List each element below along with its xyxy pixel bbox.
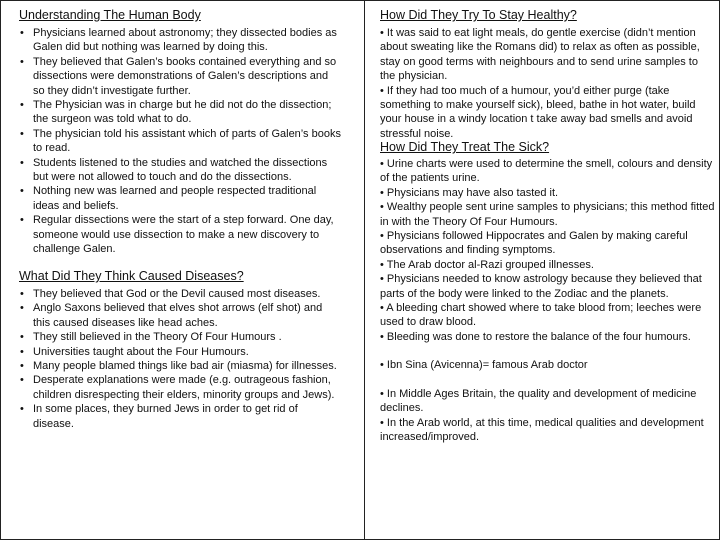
list-item: • The Arab doctor al-Razi grouped illnesses.	[380, 258, 594, 271]
list-item: • In the Arab world, at this time, medical qualities and development increased/improved.	[380, 416, 704, 444]
list-item: • Physicians needed to know astrology because they believed that parts of the body were linked to the Zodiac and the planets.	[380, 273, 702, 300]
list-item: • Urine charts were used to determine the smell, colours and density of the patients urine.	[380, 158, 713, 185]
heading-treating-sick: How Did They Treat The Sick?	[380, 140, 550, 154]
list-item: • The Physician was in charge but he did not do the dissection; the surgeon was told what to do.	[19, 98, 341, 127]
list-item: • They believed that Galen’s books contained everything and so dissections were demonstrations of Galen’s descriptions and so they didn’t investigate further.	[19, 55, 341, 98]
list-item: • If they had too much of a humour, you’d either purge (take something to make yourself sick), bleed, bathe in hot water, build your house in a windy location t take away bad smells and avoid stressful noise.	[380, 84, 696, 140]
list-item: • Physicians may have also tasted it.	[380, 186, 559, 199]
heading-staying-healthy: How Did They Try To Stay Healthy?	[380, 8, 577, 22]
list-item: • Physicians learned about astronomy; they dissected bodies as Galen did but nothing was learned by doing this.	[19, 26, 341, 55]
list-item: • Anglo Saxons believed that elves shot arrows (elf shot) and this caused diseases like head aches.	[19, 301, 341, 330]
list-item: • In Middle Ages Britain, the quality and development of medicine declines.	[380, 388, 697, 415]
list-item: • Regular dissections were the start of a step forward. One day, someone would use dissection to make a new discovery to challenge Galen.	[19, 213, 341, 256]
list-item: • Desperate explanations were made (e.g. outrageous fashion, children disrespecting their elders, minority groups and Jews).	[19, 373, 341, 402]
list-item: • Many people blamed things like bad air (miasma) for illnesses.	[19, 359, 341, 373]
list-item: • Physicians followed Hippocrates and Galen by making careful observations and finding symptoms.	[380, 230, 688, 257]
list-item: • Universities taught about the Four Humours.	[19, 345, 341, 359]
note-ibn-sina	[380, 358, 716, 372]
list-causes-of-disease	[19, 287, 341, 431]
list-understanding-body	[19, 26, 341, 257]
list-item: • It was said to eat light meals, do gentle exercise (didn’t mention about sweating like the Romans did) to relax as often as possible, stay on good terms with neighbours and to send urine samples to the physician.	[380, 27, 700, 83]
column-divider	[364, 1, 365, 539]
list-item: • In some places, they burned Jews in order to get rid of disease.	[19, 402, 341, 431]
heading-understanding-body: Understanding The Human Body	[19, 8, 201, 22]
list-treating-sick	[380, 157, 718, 344]
list-item: • The physician told his assistant which of parts of Galen’s books to read.	[19, 127, 341, 156]
list-item: • Ibn Sina (Avicenna)= famous Arab doctor	[380, 359, 588, 371]
list-item: • A bleeding chart showed where to take blood from; leeches were used to draw blood.	[380, 302, 702, 329]
list-staying-healthy	[380, 26, 716, 141]
list-item: • Nothing new was learned and people respected traditional ideas and beliefs.	[19, 184, 341, 213]
list-item: • They still believed in the Theory Of Four Humours .	[19, 330, 341, 344]
list-item: • Bleeding was done to restore the balance of the four humours.	[380, 330, 691, 343]
list-item: • Students listened to the studies and watched the dissections but were not allowed to touch and do the dissections.	[19, 156, 341, 185]
list-medicine-development	[380, 387, 716, 445]
list-item: • They believed that God or the Devil caused most diseases.	[19, 287, 341, 301]
list-item: • Wealthy people sent urine samples to physicians; this method fitted in with the Theory Of Four Humours.	[380, 201, 715, 228]
heading-causes-of-disease: What Did They Think Caused Diseases?	[19, 269, 244, 283]
